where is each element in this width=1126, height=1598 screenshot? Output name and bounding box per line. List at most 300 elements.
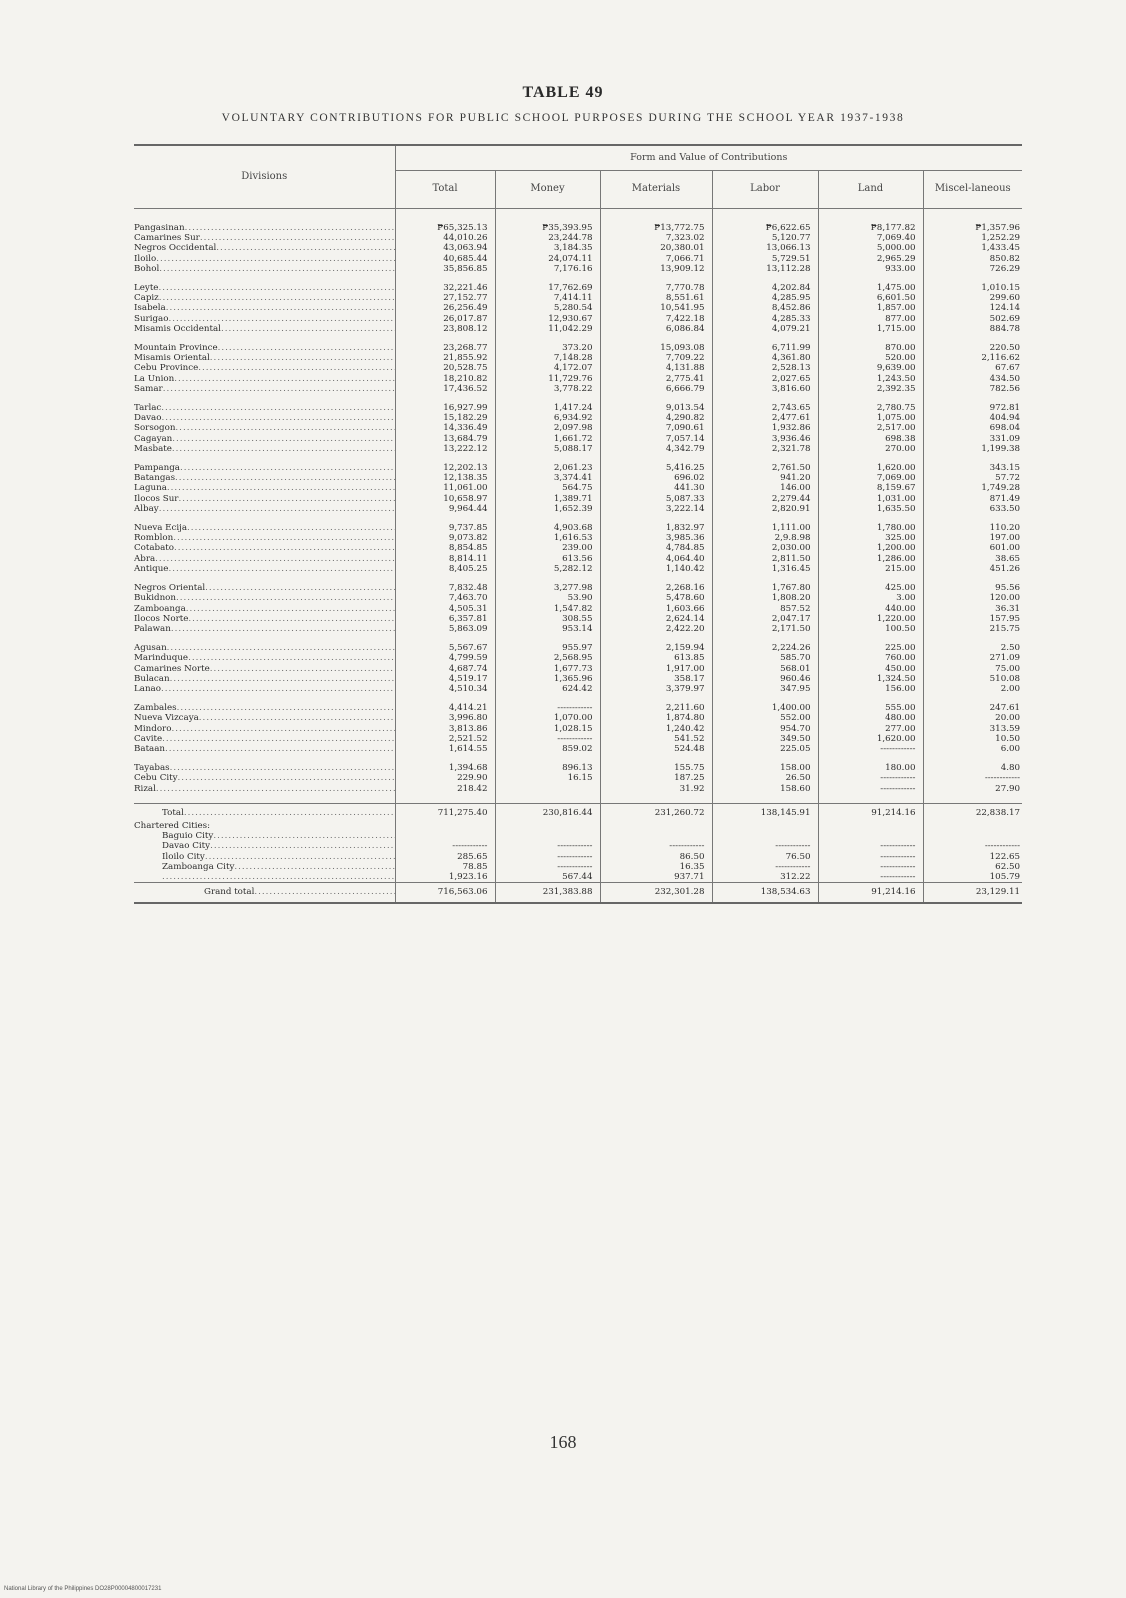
total-value: 8,814.11 [395,554,495,564]
total-value: 4,414.21 [395,703,495,713]
materials-value: 541.52 [600,734,712,744]
labor-value: 349.50 [712,734,818,744]
labor-value: 138,534.63 [712,883,818,904]
table-row [134,463,1022,473]
total-value [395,831,495,841]
division-label: Cotabato [134,543,175,554]
money-value: ------------ [495,734,600,744]
materials-value: 7,066.71 [600,254,712,264]
table-row [134,724,1022,734]
table-row [134,374,1022,384]
labor-value: 2,027.65 [712,374,818,384]
misc-value: ------------ [984,841,1021,852]
table-row [134,434,1022,444]
money-value: 1,661.72 [495,434,600,444]
header-total: Total [395,171,495,209]
dot-leader [162,872,395,882]
misc-value: 451.26 [989,563,1021,574]
money-value: 12,930.67 [495,314,600,324]
division-label: Agusan [134,643,167,654]
materials-value: 3,379.97 [600,684,712,694]
dot-leader [156,254,395,264]
table-row [134,533,1022,543]
misc-value: 726.29 [989,263,1021,274]
labor-value: 6,711.99 [712,343,818,353]
division-name [134,283,395,293]
division-name [134,831,395,841]
total-value: 9,073.82 [395,533,495,543]
money-value: 567.44 [495,872,600,883]
labor-value: 4,285.95 [712,293,818,303]
dot-leader [173,533,395,543]
misc-value: 6.00 [1000,743,1021,754]
misc-value: 633.50 [989,503,1021,514]
division-name [134,533,395,543]
table-row [134,872,1022,883]
money-value: 3,277.98 [495,583,600,593]
labor-value: 138,145.91 [712,803,818,821]
land-value: 870.00 [818,343,923,353]
misc-value: 1,199.38 [981,443,1021,454]
labor-value: 225.05 [712,744,818,754]
materials-value [600,831,712,841]
misc-value: 157.95 [989,613,1021,624]
division-label: Bohol [134,263,160,274]
materials-value: 2,624.14 [600,614,712,624]
misc-value: 197.00 [989,533,1021,544]
materials-value: 358.17 [600,674,712,684]
money-value: 1,417.24 [495,403,600,413]
land-value: 1,620.00 [818,734,923,744]
land-value: 555.00 [818,703,923,713]
land-value: 1,075.00 [818,413,923,423]
misc-value: ------------ [984,773,1021,784]
misc-value: 1,252.29 [981,233,1021,244]
dot-leader [200,233,395,243]
table-row [134,473,1022,483]
dot-leader [172,434,395,444]
materials-value: 232,301.28 [600,883,712,904]
misc-value: 215.75 [989,623,1021,634]
division-name [134,583,395,593]
land-value: 1,475.00 [818,283,923,293]
dot-leader [161,403,395,413]
money-value: 5,282.12 [495,564,600,574]
dot-leader [188,614,395,624]
materials-value: 6,666.79 [600,384,712,394]
division-name [134,593,395,603]
total-value: 32,221.46 [395,283,495,293]
labor-value: 1,111.00 [712,523,818,533]
table-row [134,314,1022,324]
materials-value: ------------ [600,841,712,851]
header-labor: Labor [712,171,818,209]
misc-value: 343.15 [989,463,1021,474]
money-value: ------------ [495,852,600,862]
table-row [134,734,1022,744]
division-label: Batangas [134,473,176,484]
land-value: 933.00 [818,264,923,274]
division-label: Samar [134,383,163,394]
materials-value: 231,260.72 [600,803,712,821]
table-row [134,713,1022,723]
division-name [134,483,395,493]
chartered-cities-heading-row [134,821,1022,831]
table-row [134,384,1022,394]
land-value: 3.00 [818,593,923,603]
division-name [134,324,395,334]
land-value: 277.00 [818,724,923,734]
total-value: 4,687.74 [395,664,495,674]
labor-value: ₱6,622.65 [712,209,818,234]
division-name [134,862,395,872]
labor-value: 146.00 [712,483,818,493]
dot-leader [167,643,395,653]
division-label: Cebu City [134,773,178,784]
total-value: 2,521.52 [395,734,495,744]
total-value: 4,505.31 [395,604,495,614]
money-value: 1,365.96 [495,674,600,684]
group-spacer [134,694,1022,703]
total-value: 6,357.81 [395,614,495,624]
money-value: 5,280.54 [495,303,600,313]
money-value: 859.02 [495,744,600,754]
total-value: ------------ [395,841,495,851]
dot-leader [172,444,395,454]
misc-value: 4.80 [1000,763,1021,774]
dot-leader [175,473,395,483]
division-name [134,841,395,851]
division-name [134,314,395,324]
labor-value: 2,321.78 [712,444,818,454]
table-row [134,703,1022,713]
division-name [134,403,395,413]
division-label: Nueva Ecija [134,523,188,534]
misc-value: 247.61 [989,703,1021,714]
labor-value: 2,477.61 [712,413,818,423]
dot-leader [198,363,395,373]
materials-value: 4,064.40 [600,554,712,564]
materials-value: 1,603.66 [600,604,712,614]
division-name [134,674,395,684]
dot-leader [156,784,395,794]
dot-leader [162,734,395,744]
money-value: 5,088.17 [495,444,600,454]
materials-value: 13,909.12 [600,264,712,274]
money-value: 1,028.15 [495,724,600,734]
total-value: 26,256.49 [395,303,495,313]
table-row [134,674,1022,684]
total-value: 13,222.12 [395,444,495,454]
division-name [134,353,395,363]
table-row [134,543,1022,553]
misc-value: 75.00 [995,663,1021,674]
table-row [134,593,1022,603]
division-name [134,233,395,243]
table-row [134,841,1022,851]
division-name [134,303,395,313]
labor-value: 3,936.46 [712,434,818,444]
division-label: Pangasinan [134,223,185,233]
materials-value: 1,917.00 [600,664,712,674]
money-value: 373.20 [495,343,600,353]
table-row [134,233,1022,243]
division-name [134,883,395,904]
table-row [134,604,1022,614]
materials-value: 20,380.01 [600,243,712,253]
dot-leader [184,808,395,818]
labor-value: ------------ [712,841,818,851]
division-name [134,293,395,303]
labor-value: 941.20 [712,473,818,483]
land-value: 2,392.35 [818,384,923,394]
division-name [134,684,395,694]
land-value: 7,069.40 [818,233,923,243]
money-value: 1,547.82 [495,604,600,614]
division-name [134,243,395,253]
division-name [134,384,395,394]
total-value: 12,202.13 [395,463,495,473]
misc-value: 510.08 [989,673,1021,684]
division-label: Albay [134,503,159,514]
misc-value: 27.90 [995,783,1021,794]
labor-value: 13,066.13 [712,243,818,253]
labor-value: 4,202.84 [712,283,818,293]
division-name [134,664,395,674]
labor-value: 158.60 [712,784,818,794]
money-value: 624.42 [495,684,600,694]
division-name [134,744,395,754]
division-label: Cagayan [134,433,173,444]
total-value: 229.90 [395,773,495,783]
labor-value: 2,761.50 [712,463,818,473]
land-value: 520.00 [818,353,923,363]
misc-value: 271.09 [989,653,1021,664]
land-value: 698.38 [818,434,923,444]
chartered-cities-heading: Chartered Cities: [134,821,395,831]
table-row [134,363,1022,373]
land-value: 325.00 [818,533,923,543]
misc-value [923,831,1022,841]
misc-value: 1,010.15 [981,283,1021,294]
labor-value [712,831,818,841]
division-label: Leyte [134,283,159,294]
table-row [134,862,1022,872]
land-value: ------------ [818,841,923,851]
division-label: Laguna [134,483,167,494]
dot-leader [218,343,395,353]
labor-value: 2,279.44 [712,494,818,504]
labor-value: 4,079.21 [712,324,818,334]
money-value: 7,148.28 [495,353,600,363]
total-value: 16,927.99 [395,403,495,413]
labor-value: 1,932.86 [712,423,818,433]
division-label: Romblon [134,533,174,544]
land-value: 156.00 [818,684,923,694]
table-subtitle: VOLUNTARY CONTRIBUTIONS FOR PUBLIC SCHOOL PURPOSES DURING THE SCHOOL YEAR 1937-1938 [221,112,905,124]
money-value: 955.97 [495,643,600,653]
total-value: 4,519.17 [395,674,495,684]
land-value: ------------ [818,773,923,783]
materials-value: 2,775.41 [600,374,712,384]
misc-value: 434.50 [989,373,1021,384]
division-label: Pampanga [134,463,180,474]
dot-leader [213,831,395,841]
total-value: 23,808.12 [395,324,495,334]
total-value: 23,268.77 [395,343,495,353]
labor-value: 2,9.8.98 [712,533,818,543]
division-name [134,703,395,713]
table-row [134,343,1022,353]
materials-value: 1,140.42 [600,564,712,574]
materials-value: ₱13,772.75 [600,209,712,234]
division-name [134,343,395,353]
labor-value: 2,820.91 [712,504,818,514]
total-value: 26,017.87 [395,314,495,324]
dot-leader [174,543,395,553]
total-value: 4,799.59 [395,653,495,663]
land-value: ------------ [818,852,923,862]
division-label: Cebu Province [134,363,199,374]
contributions-table [134,144,1022,904]
money-value: ------------ [495,703,600,713]
header-materials: Materials [600,171,712,209]
group-spacer [134,394,1022,403]
dot-leader [221,324,395,334]
dot-leader [199,713,395,723]
division-label: Davao City [162,841,211,852]
money-value: 3,374.41 [495,473,600,483]
division-label: Misamis Oriental [134,353,210,364]
money-value: 11,042.29 [495,324,600,334]
division-label: Mindoro [134,723,172,734]
money-value: 53.90 [495,593,600,603]
total-value: 18,210.82 [395,374,495,384]
materials-value: 2,268.16 [600,583,712,593]
table-row [134,744,1022,754]
group-spacer [134,334,1022,343]
materials-value: 5,416.25 [600,463,712,473]
division-label: Marinduque [134,653,189,664]
land-value: 1,220.00 [818,614,923,624]
dot-leader [165,744,395,754]
materials-value: 16.35 [600,862,712,872]
land-value: 5,000.00 [818,243,923,253]
division-name [134,444,395,454]
money-value: 2,097.98 [495,423,600,433]
dot-leader [163,384,395,394]
misc-value: 36.31 [995,603,1021,614]
table-row [134,583,1022,593]
misc-value: 313.59 [989,723,1021,734]
materials-value: 3,222.14 [600,504,712,514]
land-value: 1,715.00 [818,324,923,334]
division-label: Camarines Norte [134,663,210,674]
division-name [134,374,395,384]
materials-value: 15,093.08 [600,343,712,353]
money-value: ------------ [495,862,600,872]
money-value: 308.55 [495,614,600,624]
table-row [134,684,1022,694]
total-value: 716,563.06 [395,883,495,904]
division-label: Zambales [134,703,177,714]
land-value: 1,635.50 [818,504,923,514]
division-label: Iloilo City [162,851,205,862]
materials-value: 10,541.95 [600,303,712,313]
table-row [134,831,1022,841]
division-label: Bulacan [134,673,170,684]
division-name [134,523,395,533]
materials-value: 86.50 [600,852,712,862]
table-row [134,614,1022,624]
table-row [134,264,1022,274]
total-value: 8,405.25 [395,564,495,574]
table-row [134,494,1022,504]
division-label: Misamis Occidental [134,323,221,334]
division-label: Ilocos Norte [134,613,189,624]
division-name [134,209,395,234]
land-value: 91,214.16 [818,883,923,904]
labor-value: 4,285.33 [712,314,818,324]
dot-leader [186,604,395,614]
materials-value: 9,013.54 [600,403,712,413]
division-label: Abra [134,553,156,564]
division-name [134,643,395,653]
misc-value: 2,116.62 [981,353,1021,364]
land-value: 1,780.00 [818,523,923,533]
total-value: 78.85 [395,862,495,872]
total-value: 35,856.85 [395,264,495,274]
materials-value: 6,086.84 [600,324,712,334]
labor-value: 568.01 [712,664,818,674]
land-value: ₱8,177.82 [818,209,923,234]
division-name [134,434,395,444]
footer-credit: National Library of the Philippines DO28P00004800017231 [4,1586,162,1592]
total-value: 218.42 [395,784,495,794]
table-row [134,564,1022,574]
dot-leader [185,223,395,233]
division-name [134,504,395,514]
materials-value: 2,159.94 [600,643,712,653]
money-value [495,831,600,841]
misc-value: 299.60 [989,293,1021,304]
misc-value: 38.65 [995,553,1021,564]
dot-leader [234,862,395,872]
table-row [134,324,1022,334]
land-value: 100.50 [818,624,923,634]
land-value: 425.00 [818,583,923,593]
division-name [134,803,395,821]
misc-value: 220.50 [989,343,1021,354]
division-name [134,423,395,433]
division-label: Surigao [134,313,169,324]
labor-value: 3,816.60 [712,384,818,394]
land-value: 8,159.67 [818,483,923,493]
materials-value: 5,087.33 [600,494,712,504]
division-name [134,604,395,614]
total-value: 5,863.09 [395,624,495,634]
labor-value: ------------ [712,862,818,872]
materials-value: 7,057.14 [600,434,712,444]
total-value: 11,061.00 [395,483,495,493]
division-name [134,724,395,734]
division-name [134,624,395,634]
money-value: 2,568.95 [495,653,600,663]
division-label: Negros Occidental [134,243,217,254]
division-name [134,564,395,574]
money-value: 7,176.16 [495,264,600,274]
table-row [134,883,1022,904]
